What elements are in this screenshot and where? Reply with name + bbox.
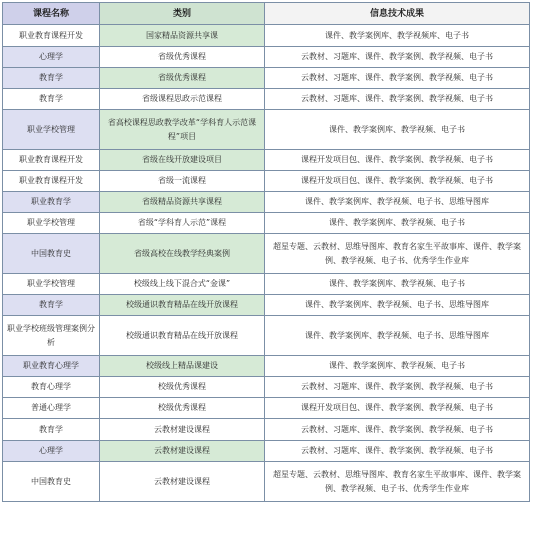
course-name-cell: 职业教育心理学	[3, 356, 100, 377]
table-row	[3, 441, 530, 462]
it-results-cell: 云教材、习题库、课件、教学案例、教学视频、电子书	[265, 47, 530, 68]
category-cell: 省级优秀课程	[100, 68, 265, 89]
it-results-cell: 课件、教学案例库、教学视频库、电子书	[265, 25, 530, 47]
category-cell: 云教材建设课程	[100, 462, 265, 502]
table-row	[3, 110, 530, 150]
course-name-cell: 职业教育课程开发	[3, 25, 100, 47]
course-name-cell: 职业教育学	[3, 192, 100, 213]
it-results-cell: 课件、教学案例库、教学视频、电子书、思维导图库	[265, 316, 530, 356]
category-cell: 国家精品资源共享课	[100, 25, 265, 47]
table-row	[3, 171, 530, 192]
it-results-cell: 课件、教学案例库、教学视频、电子书、思维导图库	[265, 295, 530, 316]
it-results-cell: 云教材、习题库、课件、教学案例、教学视频、电子书	[265, 89, 530, 110]
it-results-cell: 课件、教学案例库、教学视频、电子书	[265, 356, 530, 377]
category-cell: 校级优秀课程	[100, 398, 265, 419]
table-row	[3, 150, 530, 171]
table-row	[3, 25, 530, 47]
category-cell: 省级高校在线教学经典案例	[100, 234, 265, 274]
course-name-cell: 中国教育史	[3, 462, 100, 502]
category-cell: 校级线上线下混合式“金课”	[100, 274, 265, 295]
course-name-cell: 职业学校管理	[3, 213, 100, 234]
category-cell: 校级优秀课程	[100, 377, 265, 398]
category-cell: 省高校课程思政教学改革“学科育人示范课程”项目	[100, 110, 265, 150]
it-results-cell: 课件、教学案例库、教学视频、电子书、思维导图库	[265, 192, 530, 213]
header-it-results: 信息技术成果	[265, 3, 530, 25]
it-results-cell: 云教材、习题库、课件、教学案例、教学视频、电子书	[265, 441, 530, 462]
course-name-cell: 教育心理学	[3, 377, 100, 398]
it-results-cell: 云教材、习题库、课件、教学案例、教学视频、电子书	[265, 68, 530, 89]
category-cell: 校级通识教育精品在线开放课程	[100, 316, 265, 356]
course-name-cell: 中国教育史	[3, 234, 100, 274]
table-row	[3, 47, 530, 68]
it-results-cell: 云教材、习题库、课件、教学案例、教学视频、电子书	[265, 419, 530, 441]
table-row	[3, 398, 530, 419]
table-row	[3, 234, 530, 274]
category-cell: 省级“学科育人示范”课程	[100, 213, 265, 234]
course-name-cell: 职业教育课程开发	[3, 171, 100, 192]
table-row	[3, 295, 530, 316]
course-name-cell: 教育学	[3, 68, 100, 89]
it-results-cell: 课件、教学案例库、教学视频、电子书	[265, 110, 530, 150]
table-body	[3, 25, 530, 502]
course-name-cell: 教育学	[3, 295, 100, 316]
table-row	[3, 356, 530, 377]
table-row	[3, 68, 530, 89]
course-name-cell: 心理学	[3, 47, 100, 68]
category-cell: 校级线上精品课建设	[100, 356, 265, 377]
category-cell: 省级在线开放建设项目	[100, 150, 265, 171]
header-category: 类别	[100, 3, 265, 25]
category-cell: 校级通识教育精品在线开放课程	[100, 295, 265, 316]
course-name-cell: 普通心理学	[3, 398, 100, 419]
category-cell: 省级优秀课程	[100, 47, 265, 68]
course-results-table	[2, 2, 530, 502]
table-row	[3, 316, 530, 356]
header-course-name: 课程名称	[3, 3, 100, 25]
table-row	[3, 192, 530, 213]
category-cell: 云教材建设课程	[100, 419, 265, 441]
table-row	[3, 462, 530, 502]
it-results-cell: 课件、教学案例库、教学视频、电子书	[265, 213, 530, 234]
it-results-cell: 超星专题、云教材、思维导图库、教育名家生平故事库、课件、教学案例、教学视频、电子书、优秀学生作业库	[265, 462, 530, 502]
course-name-cell: 教育学	[3, 419, 100, 441]
it-results-cell: 课程开发项目包、课件、教学案例、教学视频、电子书	[265, 150, 530, 171]
course-name-cell: 职业学校管理	[3, 110, 100, 150]
category-cell: 云教材建设课程	[100, 441, 265, 462]
course-name-cell: 职业学校管理	[3, 274, 100, 295]
header-row	[3, 3, 530, 25]
it-results-cell: 超星专题、云教材、思维导图库、教育名家生平故事库、课件、教学案例、教学视频、电子书、优秀学生作业库	[265, 234, 530, 274]
table-row	[3, 274, 530, 295]
course-name-cell: 职业学校班级管理案例分析	[3, 316, 100, 356]
table-row	[3, 377, 530, 398]
category-cell: 省级课程思政示范课程	[100, 89, 265, 110]
it-results-cell: 云教材、习题库、课件、教学案例、教学视频、电子书	[265, 377, 530, 398]
it-results-cell: 课件、教学案例库、教学视频、电子书	[265, 274, 530, 295]
course-name-cell: 心理学	[3, 441, 100, 462]
category-cell: 省级精品资源共享课程	[100, 192, 265, 213]
course-name-cell: 教育学	[3, 89, 100, 110]
table-row	[3, 89, 530, 110]
it-results-cell: 课程开发项目包、课件、教学案例、教学视频、电子书	[265, 171, 530, 192]
table-row	[3, 213, 530, 234]
it-results-cell: 课程开发项目包、课件、教学案例、教学视频、电子书	[265, 398, 530, 419]
table-row	[3, 419, 530, 441]
category-cell: 省级一流课程	[100, 171, 265, 192]
course-name-cell: 职业教育课程开发	[3, 150, 100, 171]
